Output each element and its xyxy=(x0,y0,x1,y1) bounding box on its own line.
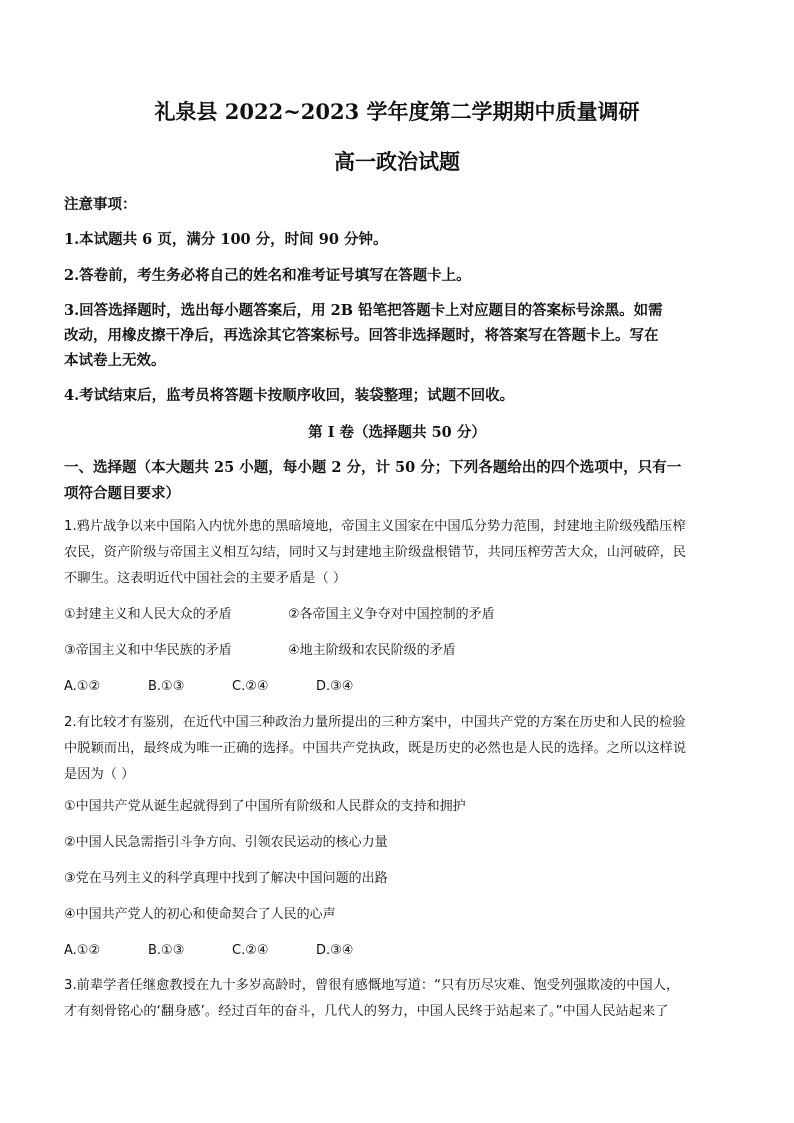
exam-title: 礼泉县 2022~2023 学年度第二学期期中质量调研 xyxy=(154,99,640,124)
question-1-stem-line-2: 农民，资产阶级与帝国主义相互勾结，同时又与封建地主阶级盘根错节，共同压榨劳苦大众，山河破碎，民 xyxy=(64,545,687,560)
question-1-option-b: B.①③ xyxy=(148,679,185,694)
question-2-option-c: C.②④ xyxy=(232,943,269,958)
question-2-stem-line-1: 2.有比较才有鉴别，在近代中国三种政治力量所提出的三种方案中，中国共产党的方案在历史和人民的检验 xyxy=(64,715,686,730)
exam-subtitle: 高一政治试题 xyxy=(334,149,460,174)
question-2-options xyxy=(64,942,400,960)
question-2-item-4: ④中国共产党人的初心和使命契合了人民的心声 xyxy=(64,907,336,922)
question-2-option-a: A.①② xyxy=(64,943,101,958)
notice-item-2: 2.答卷前，考生务必将自己的姓名和准考证号填写在答题卡上。 xyxy=(64,267,471,284)
question-2-item-2: ②中国人民急需指引斗争方向、引领农民运动的核心力量 xyxy=(64,835,388,850)
part-heading-line-2: 项符合题目要求） xyxy=(64,485,180,502)
question-1-option-c: C.②④ xyxy=(232,679,269,694)
question-1-options xyxy=(64,678,400,696)
question-1-option-d: D.③④ xyxy=(316,679,354,694)
question-2-item-3: ③党在马列主义的科学真理中找到了解决中国问题的出路 xyxy=(64,871,388,886)
notice-item-3-line-2: 改动，用橡皮擦干净后，再选涂其它答案标号。回答非选择题时，将答案写在答题卡上。写在 xyxy=(64,327,659,344)
notice-heading: 注意事项： xyxy=(64,196,137,213)
question-1-option-a: A.①② xyxy=(64,679,101,694)
question-1-stem-line-1: 1.鸦片战争以来中国陷入内忧外患的黑暗境地，帝国主义国家在中国瓜分势力范围，封建地主阶级残酷压榨 xyxy=(64,519,686,534)
question-2-option-b: B.①③ xyxy=(148,943,185,958)
notice-item-3-line-1: 3.回答选择题时，选出每小题答案后，用 2B 铅笔把答题卡上对应题目的答案标号涂黑。如需 xyxy=(64,302,663,319)
question-2-item-1: ①中国共产党从诞生起就得到了中国所有阶级和人民群众的支持和拥护 xyxy=(64,799,466,814)
part-heading-line-1: 一、选择题（本大题共 25 小题，每小题 2 分，计 50 分；下列各题给出的四个选项中，只有一 xyxy=(64,459,682,476)
notice-item-4: 4.考试结束后，监考员将答题卡按顺序收回，装袋整理；试题不回收。 xyxy=(64,387,515,404)
notice-item-1: 1.本试题共 6 页，满分 100 分，时间 90 分钟。 xyxy=(64,231,388,248)
question-2-option-d: D.③④ xyxy=(316,943,354,958)
question-2-stem-line-3: 是因为（ ） xyxy=(64,767,135,782)
question-1-item-1: ①封建主义和人民大众的矛盾 xyxy=(64,607,232,622)
question-3-stem-line-2: 才有刻骨铭心的‘翻身感’。经过百年的奋斗，几代人的努力，中国人民终于站起来了。”中国人民站起来了 xyxy=(64,1004,669,1019)
notice-item-3-line-3: 本试卷上无效。 xyxy=(64,352,166,369)
question-1-stem-line-3: 不聊生。这表明近代中国社会的主要矛盾是（ ） xyxy=(64,571,347,586)
question-1-item-2: ②各帝国主义争夺对中国控制的矛盾 xyxy=(288,607,495,622)
question-1-item-3: ③帝国主义和中华民族的矛盾 xyxy=(64,643,232,658)
volume-title: 第 I 卷（选择题共 50 分） xyxy=(308,424,486,441)
question-3-stem-line-1: 3.前辈学者任继愈教授在九十多岁高龄时，曾很有感慨地写道：“只有历尽灾难、饱受列强欺凌的中国人， xyxy=(64,978,680,993)
question-2-stem-line-2: 中脱颖而出，最终成为唯一正确的选择。中国共产党执政，既是历史的必然也是人民的选择。之所以这样说 xyxy=(64,741,687,756)
question-1-item-4: ④地主阶级和农民阶级的矛盾 xyxy=(288,643,456,658)
